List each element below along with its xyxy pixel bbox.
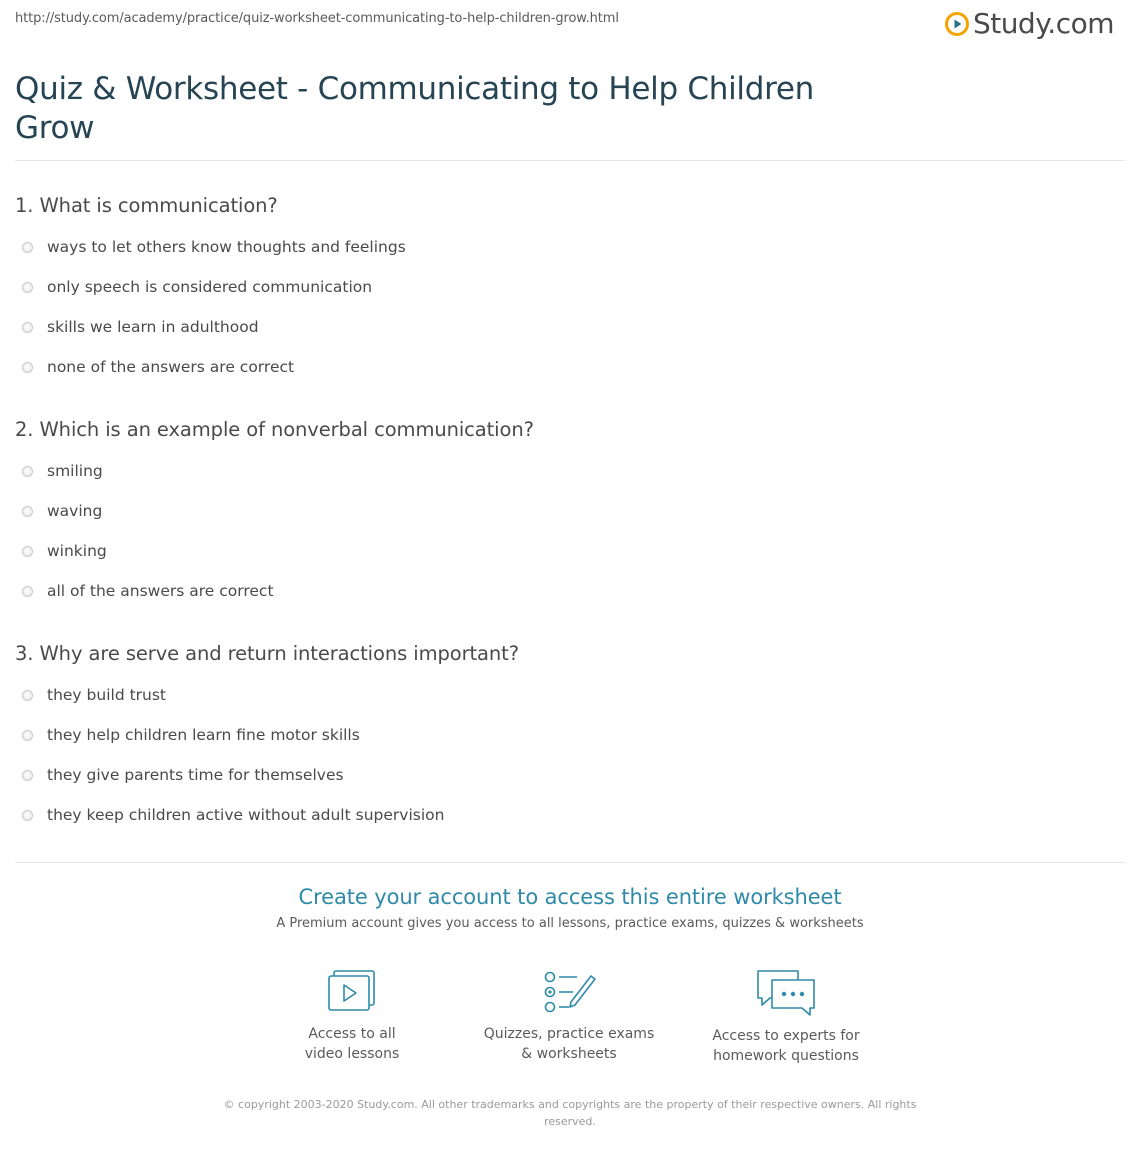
radio-button[interactable] <box>22 586 33 597</box>
answer-option[interactable] <box>22 276 372 298</box>
option-label: none of the answers are correct <box>47 358 295 376</box>
play-circle-icon <box>945 12 969 36</box>
radio-button[interactable] <box>22 506 33 517</box>
radio-button[interactable] <box>22 282 33 293</box>
answer-option[interactable] <box>22 684 166 706</box>
copyright-notice: © copyright 2003-2020 Study.com. All other trademarks and copyrights are the property of their respective owners. All rights reserved. <box>223 1098 917 1128</box>
option-label: they keep children active without adult supervision <box>47 806 445 824</box>
feature-video-lessons <box>252 968 452 1064</box>
question-1: 1. What is communication? <box>15 194 278 217</box>
video-lessons-icon <box>324 968 380 1016</box>
premium-description: A Premium account gives you access to all lessons, practice exams, quizzes & worksheets <box>276 916 864 931</box>
option-label: all of the answers are correct <box>47 582 274 600</box>
create-account-link[interactable]: Create your account to access this entire worksheet <box>298 885 842 909</box>
answer-option[interactable] <box>22 804 444 826</box>
feature-label: Access to all video lessons <box>304 1026 400 1062</box>
radio-button[interactable] <box>22 242 33 253</box>
chat-bubbles-icon <box>754 968 818 1018</box>
option-label: winking <box>47 542 107 560</box>
answer-option[interactable] <box>22 236 406 258</box>
question-3: 3. Why are serve and return interactions important? <box>15 642 519 665</box>
option-label: ways to let others know thoughts and feelings <box>47 238 406 256</box>
option-label: skills we learn in adulthood <box>47 318 259 336</box>
radio-button[interactable] <box>22 322 33 333</box>
answer-option[interactable] <box>22 356 294 378</box>
answer-option[interactable] <box>22 724 360 746</box>
page-title: Quiz & Worksheet - Communicating to Help Children Grow <box>15 71 814 146</box>
study-logo[interactable] <box>945 6 1114 42</box>
feature-experts <box>686 968 886 1066</box>
answer-option[interactable] <box>22 580 274 602</box>
option-label: only speech is considered communication <box>47 278 373 296</box>
question-2: 2. Which is an example of nonverbal communication? <box>15 418 534 441</box>
feature-label: Access to experts for homework questions <box>712 1028 860 1064</box>
option-label: they give parents time for themselves <box>47 766 344 784</box>
feature-quizzes <box>469 968 669 1064</box>
radio-button[interactable] <box>22 690 33 701</box>
option-label: they build trust <box>47 686 167 704</box>
option-label: waving <box>47 502 103 520</box>
feature-label: Quizzes, practice exams & worksheets <box>483 1026 655 1062</box>
section-divider <box>15 862 1125 863</box>
answer-option[interactable] <box>22 764 344 786</box>
radio-button[interactable] <box>22 546 33 557</box>
radio-button[interactable] <box>22 362 33 373</box>
page-url: http://study.com/academy/practice/quiz-worksheet-communicating-to-help-children-grow.html <box>15 11 619 26</box>
radio-button[interactable] <box>22 810 33 821</box>
quiz-list-icon <box>541 968 597 1016</box>
radio-button[interactable] <box>22 730 33 741</box>
title-divider <box>15 160 1125 161</box>
radio-button[interactable] <box>22 466 33 477</box>
radio-button[interactable] <box>22 770 33 781</box>
answer-option[interactable] <box>22 540 107 562</box>
answer-option[interactable] <box>22 460 103 482</box>
answer-option[interactable] <box>22 316 259 338</box>
answer-option[interactable] <box>22 500 102 522</box>
option-label: they help children learn fine motor skills <box>47 726 360 744</box>
logo-text: Study.com <box>972 7 1114 40</box>
option-label: smiling <box>47 462 103 480</box>
